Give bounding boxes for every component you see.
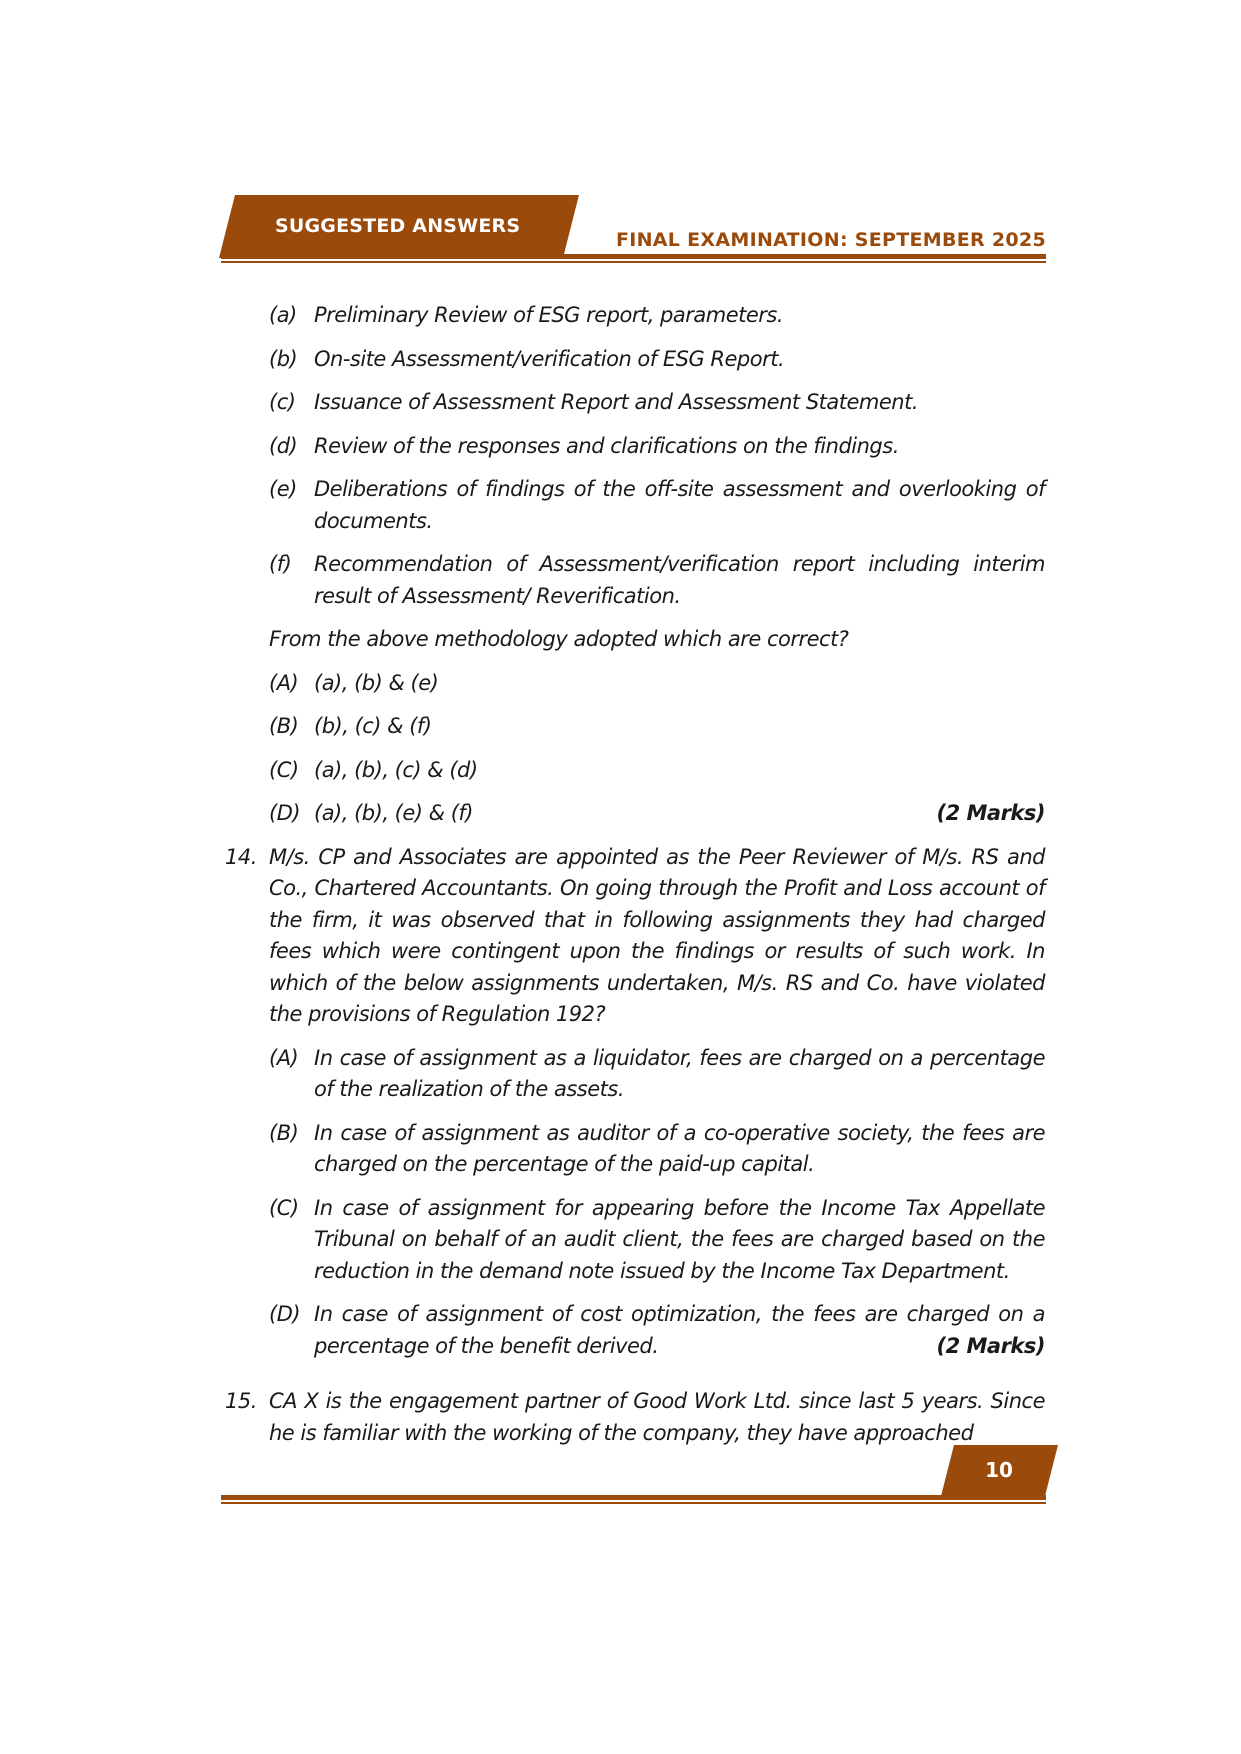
question-number: 15. <box>225 1389 257 1413</box>
item-text: Review of the responses and clarifications on the findings. <box>314 433 899 458</box>
list-item <box>269 387 1045 419</box>
option-label: (B) <box>269 714 299 738</box>
list-item <box>269 474 1045 537</box>
option-label: (D) <box>269 801 301 825</box>
page-number: 10 <box>985 1458 1013 1482</box>
option-text: In case of assignment as auditor of a co-operative society, the fees are charged on the percentage of the paid-up capital. <box>314 1120 1045 1176</box>
header-rule <box>221 254 1046 259</box>
option-item <box>269 798 1045 830</box>
option-text: (a), (b) & (e) <box>314 670 439 695</box>
options-list <box>269 1043 1045 1363</box>
footer-rule <box>221 1495 1046 1500</box>
option-item <box>269 711 1045 743</box>
option-text: (a), (b), (c) & (d) <box>314 757 478 782</box>
option-item <box>269 1118 1045 1181</box>
option-text-value: In case of assignment of cost optimization, the fees are charged on a percentage of the benefit derived. <box>314 1302 1045 1358</box>
question-text: CA X is the engagement partner of Good Work Ltd. since last 5 years. Since he is familiar with the working of the company, they have approached <box>269 1389 1045 1445</box>
option-item <box>269 1043 1045 1106</box>
list-item <box>269 344 1045 376</box>
marks-label: (2 Marks) <box>936 1333 1045 1358</box>
list-item <box>269 300 1045 332</box>
option-text: (b), (c) & (f) <box>314 714 432 738</box>
footer-rule-thin <box>221 1502 1046 1504</box>
question-14 <box>225 842 1045 1375</box>
item-text: Deliberations of findings of the off-site assessment and overlooking of documents. <box>314 477 1045 533</box>
option-text <box>314 1299 1045 1362</box>
item-text: Preliminary Review of ESG report, parameters. <box>314 303 784 327</box>
item-label: (a) <box>269 303 297 327</box>
q13-continuation <box>225 300 1045 830</box>
item-text: Issuance of Assessment Report and Assessment Statement. <box>314 390 919 414</box>
item-label: (c) <box>269 390 296 414</box>
option-text <box>314 798 1045 830</box>
marks-label: (2 Marks) <box>936 801 1045 825</box>
header-rule-thin <box>221 261 1046 263</box>
option-item <box>269 1299 1045 1362</box>
item-label: (f) <box>269 552 292 576</box>
option-item <box>269 668 1045 700</box>
option-label: (C) <box>269 1195 299 1220</box>
option-text: In case of assignment as a liquidator, fees are charged on a percentage of the realization of the assets. <box>314 1045 1045 1101</box>
option-label: (D) <box>269 1302 301 1326</box>
option-item <box>269 1193 1045 1288</box>
option-label: (A) <box>269 1045 299 1070</box>
option-label: (B) <box>269 1120 299 1145</box>
option-item <box>269 755 1045 787</box>
item-label: (e) <box>269 477 297 501</box>
option-text-value: (a), (b), (e) & (f) <box>314 801 473 825</box>
item-text: Recommendation of Assessment/verification report including interim result of Assessment/ Reverification. <box>314 552 1045 608</box>
option-label: (A) <box>269 670 299 695</box>
question-prompt: From the above methodology adopted which are correct? <box>269 627 849 651</box>
list-item <box>269 431 1045 463</box>
question-15 <box>225 1386 1045 1449</box>
question-text: M/s. CP and Associates are appointed as the Peer Reviewer of M/s. RS and Co., Chartered Accountants. On going through the Profit and Loss account of the firm, it was observed that in following assignments they had charged fees which were contingent upon the findings or results of such work. In which of the below assignments undertaken, M/s. RS and Co. have violated the provisions of Regulation 192? <box>269 844 1045 1026</box>
page-content <box>225 300 1045 1461</box>
item-text: On-site Assessment/verification of ESG Report. <box>314 346 785 371</box>
question-number: 14. <box>225 844 257 869</box>
question-body <box>269 842 1045 1375</box>
item-label: (b) <box>269 346 298 371</box>
exam-title: FINAL EXAMINATION: SEPTEMBER 2025 <box>615 229 1046 251</box>
option-label: (C) <box>269 757 299 782</box>
list-item <box>269 549 1045 612</box>
header-tab-label: SUGGESTED ANSWERS <box>275 215 521 237</box>
item-label: (d) <box>269 433 298 458</box>
option-text: In case of assignment for appearing before the Income Tax Appellate Tribunal on behalf of an audit client, the fees are charged based on the reduction in the demand note issued by the Income Tax Department. <box>314 1195 1045 1283</box>
